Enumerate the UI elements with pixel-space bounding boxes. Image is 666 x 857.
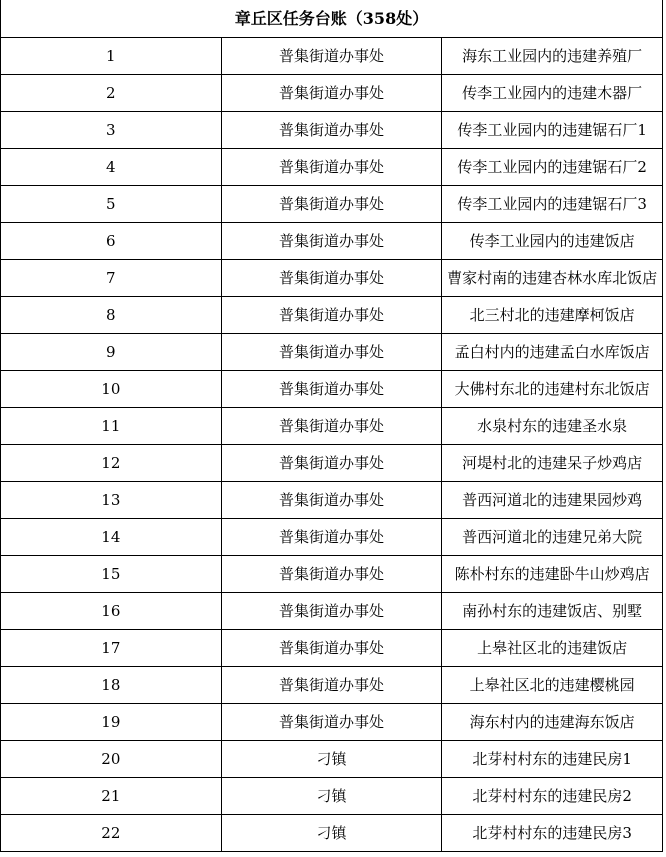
organization-cell: 普集街道办事处 bbox=[221, 75, 442, 112]
row-number-cell: 12 bbox=[1, 445, 222, 482]
title-row bbox=[1, 0, 663, 38]
organization-cell: 普集街道办事处 bbox=[221, 630, 442, 667]
row-number-cell: 5 bbox=[1, 186, 222, 223]
task-item-cell: 海东工业园内的违建养殖厂 bbox=[442, 38, 663, 75]
task-item-cell: 传李工业园内的违建饭店 bbox=[442, 223, 663, 260]
row-number-cell: 1 bbox=[1, 38, 222, 75]
task-item-cell: 上皋社区北的违建樱桃园 bbox=[442, 667, 663, 704]
organization-cell: 普集街道办事处 bbox=[221, 667, 442, 704]
row-number-cell: 15 bbox=[1, 556, 222, 593]
task-item-cell: 陈朴村东的违建卧牛山炒鸡店 bbox=[442, 556, 663, 593]
table-row bbox=[1, 408, 663, 445]
task-item-cell: 传李工业园内的违建木器厂 bbox=[442, 75, 663, 112]
row-number-cell: 16 bbox=[1, 593, 222, 630]
task-item-cell: 海东村内的违建海东饭店 bbox=[442, 704, 663, 741]
task-item-cell: 普西河道北的违建果园炒鸡 bbox=[442, 482, 663, 519]
organization-cell: 普集街道办事处 bbox=[221, 112, 442, 149]
task-item-cell: 北三村北的违建摩柯饭店 bbox=[442, 297, 663, 334]
table-row bbox=[1, 519, 663, 556]
table-row bbox=[1, 741, 663, 778]
task-item-cell: 大佛村东北的违建村东北饭店 bbox=[442, 371, 663, 408]
table-row bbox=[1, 297, 663, 334]
table-row bbox=[1, 482, 663, 519]
task-item-cell: 传李工业园内的违建锯石厂2 bbox=[442, 149, 663, 186]
task-item-cell: 曹家村南的违建杏林水库北饭店 bbox=[442, 260, 663, 297]
task-item-cell: 南孙村东的违建饭店、别墅 bbox=[442, 593, 663, 630]
organization-cell: 普集街道办事处 bbox=[221, 334, 442, 371]
row-number-cell: 21 bbox=[1, 778, 222, 815]
row-number-cell: 3 bbox=[1, 112, 222, 149]
organization-cell: 普集街道办事处 bbox=[221, 445, 442, 482]
organization-cell: 普集街道办事处 bbox=[221, 297, 442, 334]
organization-cell: 普集街道办事处 bbox=[221, 556, 442, 593]
table-row bbox=[1, 186, 663, 223]
task-item-cell: 普西河道北的违建兄弟大院 bbox=[442, 519, 663, 556]
table-row bbox=[1, 593, 663, 630]
row-number-cell: 7 bbox=[1, 260, 222, 297]
task-item-cell: 水泉村东的违建圣水泉 bbox=[442, 408, 663, 445]
row-number-cell: 6 bbox=[1, 223, 222, 260]
organization-cell: 普集街道办事处 bbox=[221, 519, 442, 556]
table-row bbox=[1, 445, 663, 482]
organization-cell: 普集街道办事处 bbox=[221, 223, 442, 260]
organization-cell: 普集街道办事处 bbox=[221, 38, 442, 75]
table-row bbox=[1, 778, 663, 815]
task-item-cell: 传李工业园内的违建锯石厂1 bbox=[442, 112, 663, 149]
table-row bbox=[1, 38, 663, 75]
row-number-cell: 20 bbox=[1, 741, 222, 778]
task-item-cell: 北芽村村东的违建民房2 bbox=[442, 778, 663, 815]
organization-cell: 普集街道办事处 bbox=[221, 593, 442, 630]
row-number-cell: 10 bbox=[1, 371, 222, 408]
row-number-cell: 4 bbox=[1, 149, 222, 186]
organization-cell: 刁镇 bbox=[221, 778, 442, 815]
task-item-cell: 孟白村内的违建孟白水库饭店 bbox=[442, 334, 663, 371]
table-row bbox=[1, 630, 663, 667]
table-row bbox=[1, 149, 663, 186]
row-number-cell: 13 bbox=[1, 482, 222, 519]
task-item-cell: 上皋社区北的违建饭店 bbox=[442, 630, 663, 667]
table-row bbox=[1, 223, 663, 260]
table-row bbox=[1, 704, 663, 741]
row-number-cell: 14 bbox=[1, 519, 222, 556]
row-number-cell: 11 bbox=[1, 408, 222, 445]
table-row bbox=[1, 75, 663, 112]
row-number-cell: 18 bbox=[1, 667, 222, 704]
task-item-cell: 北芽村村东的违建民房1 bbox=[442, 741, 663, 778]
task-item-cell: 传李工业园内的违建锯石厂3 bbox=[442, 186, 663, 223]
table-row bbox=[1, 815, 663, 852]
row-number-cell: 8 bbox=[1, 297, 222, 334]
task-item-cell: 北芽村村东的违建民房3 bbox=[442, 815, 663, 852]
task-item-cell: 河堤村北的违建呆子炒鸡店 bbox=[442, 445, 663, 482]
row-number-cell: 2 bbox=[1, 75, 222, 112]
organization-cell: 普集街道办事处 bbox=[221, 408, 442, 445]
organization-cell: 刁镇 bbox=[221, 815, 442, 852]
ledger-body bbox=[1, 0, 663, 852]
row-number-cell: 17 bbox=[1, 630, 222, 667]
organization-cell: 普集街道办事处 bbox=[221, 371, 442, 408]
organization-cell: 普集街道办事处 bbox=[221, 260, 442, 297]
row-number-cell: 19 bbox=[1, 704, 222, 741]
organization-cell: 普集街道办事处 bbox=[221, 704, 442, 741]
table-row bbox=[1, 667, 663, 704]
table-row bbox=[1, 334, 663, 371]
organization-cell: 普集街道办事处 bbox=[221, 482, 442, 519]
table-row bbox=[1, 112, 663, 149]
table-title: 章丘区任务台账（358处） bbox=[1, 0, 663, 38]
organization-cell: 普集街道办事处 bbox=[221, 149, 442, 186]
table-row bbox=[1, 260, 663, 297]
row-number-cell: 22 bbox=[1, 815, 222, 852]
row-number-cell: 9 bbox=[1, 334, 222, 371]
table-row bbox=[1, 556, 663, 593]
organization-cell: 普集街道办事处 bbox=[221, 186, 442, 223]
organization-cell: 刁镇 bbox=[221, 741, 442, 778]
table-row bbox=[1, 371, 663, 408]
